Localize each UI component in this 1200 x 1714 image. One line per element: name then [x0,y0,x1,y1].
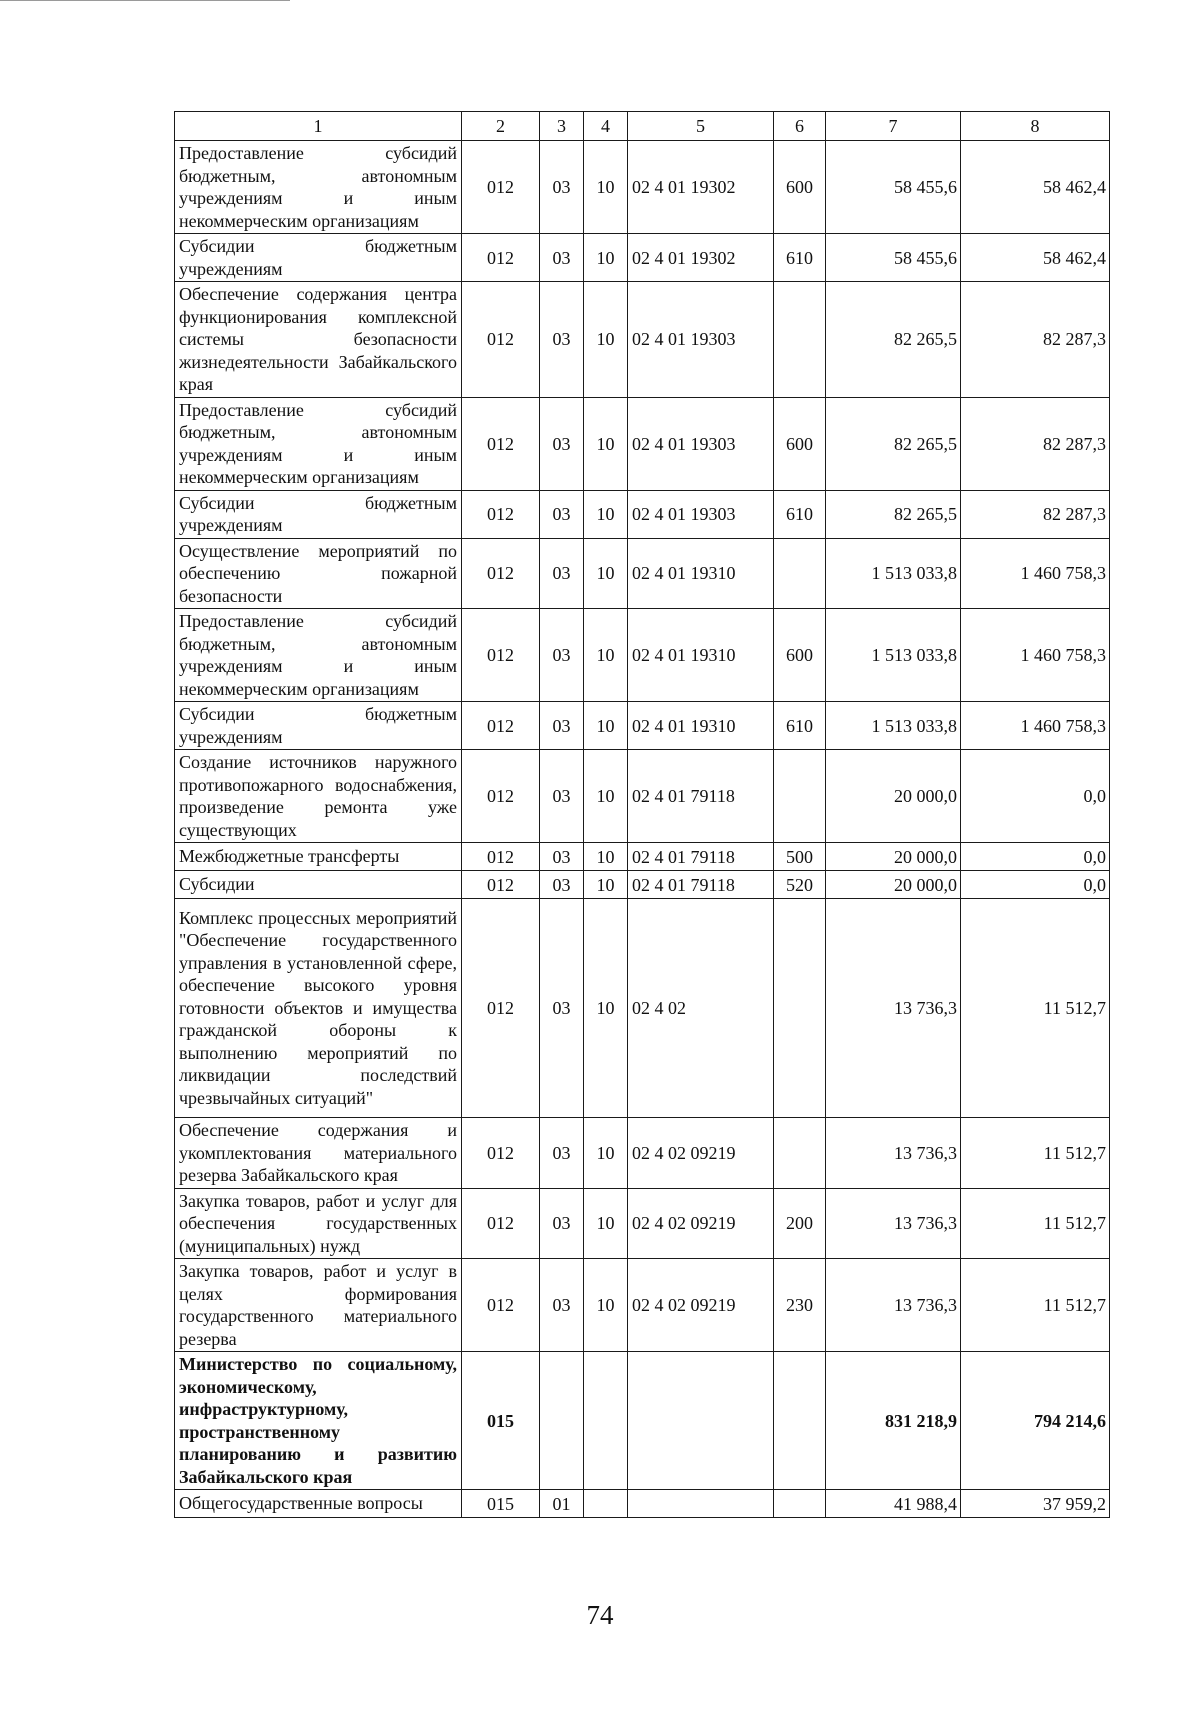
cell-amount-year-1: 1 513 033,8 [826,538,961,609]
cell-amount-year-1: 1 513 033,8 [826,609,961,702]
cell-amount-year-2: 11 512,7 [961,899,1110,1118]
cell-admin-code: 012 [462,1188,540,1259]
cell-name: Субсидии бюджетным учреждениям [175,702,462,750]
cell-amount-year-2: 11 512,7 [961,1259,1110,1352]
cell-target-article [628,1352,774,1490]
cell-admin-code: 012 [462,234,540,282]
cell-amount-year-1: 41 988,4 [826,1490,961,1518]
cell-amount-year-2: 794 214,6 [961,1352,1110,1490]
cell-subsection: 10 [584,609,628,702]
cell-target-article: 02 4 01 19302 [628,234,774,282]
cell-amount-year-1: 1 513 033,8 [826,702,961,750]
table-row [175,1118,1110,1189]
table-row [175,141,1110,234]
cell-expense-type: 230 [774,1259,826,1352]
cell-name: Предоставление субсидий бюджетным, автономным учреждениям и иным некоммерческим организациям [175,141,462,234]
cell-section: 03 [540,871,584,899]
cell-amount-year-2: 1 460 758,3 [961,702,1110,750]
cell-target-article: 02 4 01 19302 [628,141,774,234]
cell-amount-year-1: 82 265,5 [826,282,961,398]
cell-subsection: 10 [584,538,628,609]
cell-section: 03 [540,702,584,750]
cell-subsection: 10 [584,843,628,871]
cell-amount-year-2: 0,0 [961,871,1110,899]
cell-amount-year-2: 1 460 758,3 [961,538,1110,609]
cell-expense-type: 500 [774,843,826,871]
cell-amount-year-1: 58 455,6 [826,234,961,282]
table-row [175,1352,1110,1490]
cell-name: Общегосударственные вопросы [175,1490,462,1518]
page-number: 74 [586,1600,614,1630]
cell-expense-type [774,282,826,398]
cell-subsection [584,1352,628,1490]
cell-name: Субсидии [175,871,462,899]
cell-name: Субсидии бюджетным учреждениям [175,234,462,282]
table-row [175,750,1110,843]
cell-expense-type [774,1352,826,1490]
cell-expense-type: 610 [774,490,826,538]
cell-amount-year-1: 58 455,6 [826,141,961,234]
table-row [175,1490,1110,1518]
table-row [175,702,1110,750]
cell-expense-type: 600 [774,397,826,490]
cell-target-article: 02 4 02 09219 [628,1259,774,1352]
cell-admin-code: 012 [462,843,540,871]
cell-section: 03 [540,397,584,490]
cell-section [540,1352,584,1490]
cell-expense-type: 610 [774,702,826,750]
cell-subsection: 10 [584,234,628,282]
cell-admin-code: 012 [462,397,540,490]
cell-amount-year-2: 58 462,4 [961,141,1110,234]
cell-subsection: 10 [584,750,628,843]
cell-target-article: 02 4 01 79118 [628,871,774,899]
cell-name: Закупка товаров, работ и услуг в целях формирования государственного материального резерва [175,1259,462,1352]
cell-expense-type [774,1118,826,1189]
table-row [175,899,1110,1118]
cell-admin-code: 012 [462,1118,540,1189]
cell-section: 03 [540,750,584,843]
cell-amount-year-1: 13 736,3 [826,1259,961,1352]
scan-edge-line [0,0,290,1]
table-row [175,1259,1110,1352]
cell-section: 03 [540,1118,584,1189]
cell-amount-year-2: 58 462,4 [961,234,1110,282]
cell-expense-type [774,899,826,1118]
header-col-6: 6 [774,112,826,141]
cell-amount-year-1: 13 736,3 [826,899,961,1118]
cell-admin-code: 015 [462,1352,540,1490]
cell-name: Обеспечение содержания и укомплектования материального резерва Забайкальского края [175,1118,462,1189]
table-row [175,609,1110,702]
cell-subsection: 10 [584,282,628,398]
cell-expense-type: 200 [774,1188,826,1259]
cell-amount-year-2: 82 287,3 [961,397,1110,490]
cell-name: Закупка товаров, работ и услуг для обеспечения государственных (муниципальных) нужд [175,1188,462,1259]
header-col-7: 7 [826,112,961,141]
cell-subsection: 10 [584,397,628,490]
cell-amount-year-1: 831 218,9 [826,1352,961,1490]
cell-amount-year-2: 11 512,7 [961,1118,1110,1189]
cell-admin-code: 012 [462,702,540,750]
cell-target-article: 02 4 01 19310 [628,702,774,750]
cell-target-article [628,1490,774,1518]
cell-target-article: 02 4 01 19303 [628,490,774,538]
budget-allocation-table [174,111,1110,1518]
cell-target-article: 02 4 01 79118 [628,750,774,843]
cell-section: 03 [540,899,584,1118]
cell-section: 01 [540,1490,584,1518]
table-row [175,397,1110,490]
cell-subsection: 10 [584,702,628,750]
cell-name: Предоставление субсидий бюджетным, автономным учреждениям и иным некоммерческим организациям [175,397,462,490]
cell-admin-code: 012 [462,609,540,702]
cell-section: 03 [540,1188,584,1259]
cell-expense-type: 520 [774,871,826,899]
cell-target-article: 02 4 02 09219 [628,1118,774,1189]
cell-section: 03 [540,1259,584,1352]
header-col-8: 8 [961,112,1110,141]
header-col-1: 1 [175,112,462,141]
cell-expense-type: 600 [774,141,826,234]
cell-admin-code: 015 [462,1490,540,1518]
cell-admin-code: 012 [462,490,540,538]
cell-name: Субсидии бюджетным учреждениям [175,490,462,538]
cell-amount-year-1: 20 000,0 [826,871,961,899]
cell-amount-year-2: 82 287,3 [961,282,1110,398]
cell-section: 03 [540,282,584,398]
cell-expense-type [774,1490,826,1518]
cell-amount-year-1: 20 000,0 [826,750,961,843]
cell-subsection: 10 [584,871,628,899]
cell-admin-code: 012 [462,282,540,398]
cell-amount-year-2: 11 512,7 [961,1188,1110,1259]
table-row [175,843,1110,871]
cell-target-article: 02 4 01 19310 [628,538,774,609]
cell-subsection: 10 [584,1118,628,1189]
header-col-4: 4 [584,112,628,141]
cell-target-article: 02 4 01 19303 [628,397,774,490]
table-row [175,871,1110,899]
cell-admin-code: 012 [462,899,540,1118]
cell-expense-type: 600 [774,609,826,702]
cell-section: 03 [540,141,584,234]
table-body [175,141,1110,1518]
cell-amount-year-1: 13 736,3 [826,1188,961,1259]
cell-subsection: 10 [584,490,628,538]
cell-target-article: 02 4 01 19303 [628,282,774,398]
cell-amount-year-2: 0,0 [961,750,1110,843]
cell-expense-type: 610 [774,234,826,282]
header-col-5: 5 [628,112,774,141]
header-col-2: 2 [462,112,540,141]
cell-amount-year-2: 1 460 758,3 [961,609,1110,702]
cell-amount-year-1: 20 000,0 [826,843,961,871]
table-row [175,234,1110,282]
cell-admin-code: 012 [462,538,540,609]
cell-admin-code: 012 [462,141,540,234]
cell-admin-code: 012 [462,1259,540,1352]
cell-subsection: 10 [584,899,628,1118]
cell-amount-year-1: 82 265,5 [826,490,961,538]
cell-name: Министерство по социальному, экономическому, инфраструктурному, пространственному планированию и развитию Забайкальского края [175,1352,462,1490]
cell-admin-code: 012 [462,871,540,899]
table-row [175,538,1110,609]
table-row [175,490,1110,538]
cell-expense-type [774,750,826,843]
cell-expense-type [774,538,826,609]
header-col-3: 3 [540,112,584,141]
cell-name: Осуществление мероприятий по обеспечению пожарной безопасности [175,538,462,609]
cell-amount-year-1: 13 736,3 [826,1118,961,1189]
cell-name: Комплекс процессных мероприятий "Обеспечение государственного управления в установленной сфере, обеспечение высокого уровня готовности объектов и имущества гражданской обороны к выполнению мероприятий по ликвидации последствий чрезвычайных ситуаций" [175,899,462,1118]
cell-name: Межбюджетные трансферты [175,843,462,871]
cell-subsection: 10 [584,141,628,234]
table-row [175,282,1110,398]
cell-amount-year-2: 0,0 [961,843,1110,871]
cell-amount-year-2: 37 959,2 [961,1490,1110,1518]
cell-amount-year-1: 82 265,5 [826,397,961,490]
table-header-row [175,112,1110,141]
cell-subsection [584,1490,628,1518]
cell-target-article: 02 4 02 09219 [628,1188,774,1259]
cell-subsection: 10 [584,1188,628,1259]
cell-name: Предоставление субсидий бюджетным, автономным учреждениям и иным некоммерческим организациям [175,609,462,702]
cell-name: Создание источников наружного противопожарного водоснабжения, произведение ремонта уже существующих [175,750,462,843]
cell-section: 03 [540,843,584,871]
cell-admin-code: 012 [462,750,540,843]
cell-section: 03 [540,490,584,538]
cell-subsection: 10 [584,1259,628,1352]
cell-name: Обеспечение содержания центра функционирования комплексной системы безопасности жизнедеятельности Забайкальского края [175,282,462,398]
table-row [175,1188,1110,1259]
cell-section: 03 [540,609,584,702]
cell-section: 03 [540,538,584,609]
cell-section: 03 [540,234,584,282]
cell-amount-year-2: 82 287,3 [961,490,1110,538]
cell-target-article: 02 4 01 19310 [628,609,774,702]
cell-target-article: 02 4 01 79118 [628,843,774,871]
cell-target-article: 02 4 02 [628,899,774,1118]
